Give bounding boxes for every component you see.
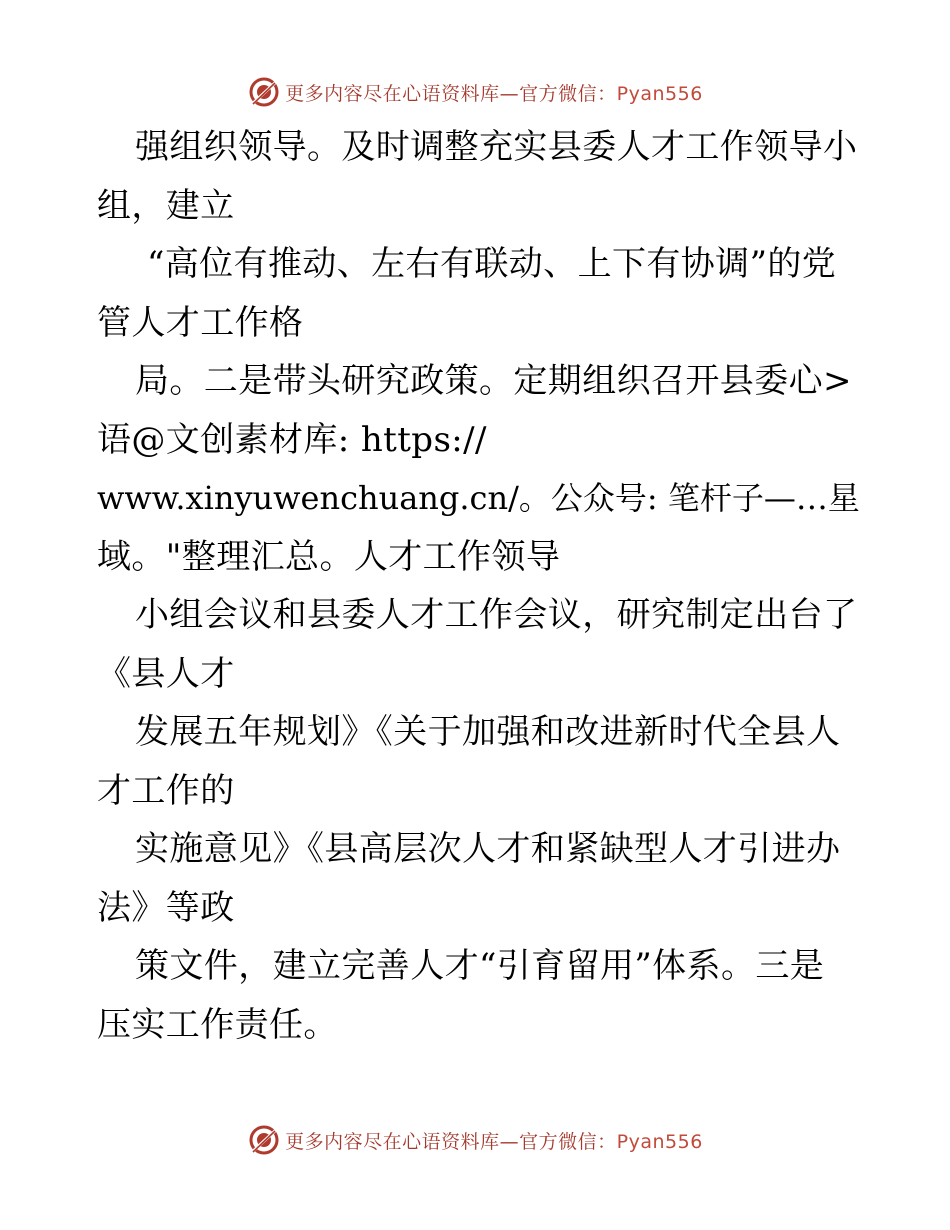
text-line: 小组会议和县委人才工作会议，研究制定出台了: [135, 595, 858, 635]
wechat-id: Pyan556: [616, 1130, 703, 1153]
text-line: www.xinyuwenchuang.cn/。公众号: 笔杆子—…星: [97, 479, 860, 517]
document-body: [97, 118, 860, 1054]
pen-logo-icon: [247, 75, 281, 109]
text-line: “高位有推动、左右有联动、上下有协调”的党: [147, 244, 837, 284]
text-line: 局。二是带头研究政策。定期组织召开县委心>: [135, 361, 852, 401]
pen-logo-icon: [247, 1123, 281, 1157]
text-line: 组，建立: [97, 185, 235, 226]
text-line: 实施意见》《县高层次人才和紧缺型人才引进办: [135, 829, 841, 869]
text-line: 压实工作责任。: [97, 1004, 338, 1045]
text-line: 《县人才: [97, 653, 235, 694]
banner-text: 更多内容尽在心语资料库—官方微信：Pyan556: [285, 1130, 703, 1153]
text-line: 法》等政: [97, 887, 235, 928]
text-line: 才工作的: [97, 770, 235, 811]
text-line: 发展五年规划》《关于加强和改进新时代全县人: [135, 712, 841, 752]
text-line: 强组织领导。及时调整充实县委人才工作领导小: [135, 127, 858, 167]
text-line: 语@文创素材库: https://: [97, 419, 487, 460]
footer-watermark-banner: [0, 1120, 950, 1160]
wechat-id: Pyan556: [616, 82, 703, 105]
text-line: 域。"整理汇总。人才工作领导: [97, 536, 561, 577]
banner-text: 更多内容尽在心语资料库—官方微信：Pyan556: [285, 82, 703, 105]
text-line: 管人才工作格: [97, 302, 304, 343]
header-watermark-banner: [0, 72, 950, 112]
text-line: 策文件，建立完善人才“引育留用”体系。三是: [135, 946, 825, 986]
